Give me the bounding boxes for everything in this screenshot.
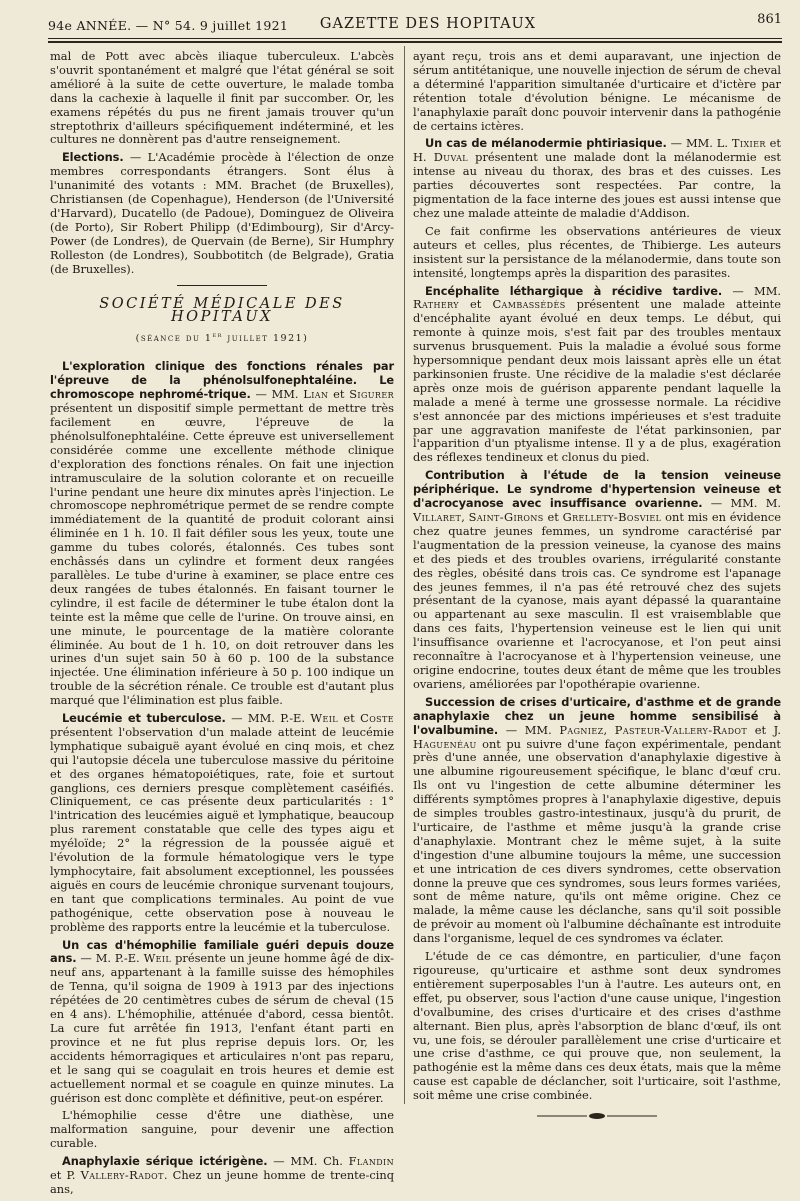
seance-date: (séance du 1er juillet 1921) bbox=[135, 331, 309, 345]
author-name: Cambassédès bbox=[492, 297, 566, 312]
article-leucemie: Leucémie et tuberculose. — MM. P.-E. Weil et Coste présentent l'observation d'un malade atteint de leucémie lymphatique subaiguë ayant évolué en cinq mois, et chez qui l'autopsie décela une tuberculose massive du péritoine et des organes hématopoiétiques, rate, foie et surtout ganglions, ces derniers presque complètement caséifiés. Cliniquement, ce cas présente deux particularités : 1° l'intrication des leucémies aiguë et lymphatique, beaucoup plus rarement constatable que celle des types aigu et myéloïde; 2° la régression de la poussée aiguë et l'évolution de la formule hématologique vers le type lymphocytaire, fait absolument exceptionnel, les poussées aiguës en cours de leucémie chronique survenant toujours, en tant que complications terminales. Au point de vue pathogénique, cette observation pose à nouveau le problème des rapports entre la leucémie et la tuberculose. bbox=[50, 711, 395, 934]
article-exploration: L'exploration clinique des fonctions rénales par l'épreuve de la phénolsulfonephtaléine. Le chromoscope nephromé-trique. — MM. Lian et Sigurer présentent un dispositif simple permettant de mettre très facilement en œuvre, l'épreuve de la phénolsulfonephtaléine. Cette épreuve est universellement considérée comme une excellente méthode clinique d'exploration des fonctions rénales. On fait une injection intramusculaire de la solution colorante et on recueille l'urine pendant une heure dix minutes après l'injection. Le chromoscope nephrométrique permet de se rendre compte immédiatement de la quantité de produit colorant ainsi éliminée en 1 h. 10. Il fait défiler sous les yeux, toute une gamme du tubes colorés, étalonnés. Ces tubes sont enchâssés dans un cylindre et forment deux rangées parallèles. Le tube d'urine à examiner, se place entre ces deux rangées de tubes étalonnés. En faisant tourner le cylindre, il est facile de déterminer le tube étalon dont la teinte est la même que celle de l'urine. On trouve ainsi, en une minute, le pourcentage de la matière colorante éliminée. Au bout de 1 h. 10, on doit retrouver dans les urines d'un sujet sain 50 à 60 p. 100 de la substance injectée. Une élimination inférieure à 50 p. 100 indique un trouble de la sécrétion rénale. Ce trouble est d'autant plus marqué que l'élimination est plus faible. bbox=[50, 359, 395, 708]
article-elections: Elections. — L'Académie procède à l'élection de onze membres correspondants étrangers. Sont élus à l'unanimité des votants : MM. Brachet (de Bruxelles), Christiansen (de Copenhague), Henderson (de l'Université d'Harvard), Ducatello (de Padoue), Dominguez de Oliveira (de Porto), Sir Robert Philipp (d'Edimbourg), Sir d'Arcy-Power (de Londres), de Quervain (de Berne), Sir Humphry Rolleston (de Londres), Soubbotitch (de Belgrade), Gratia (de Bruxelles). bbox=[50, 150, 394, 276]
author-name: Sigurer bbox=[349, 387, 395, 402]
article-heading: Un cas d'hémophilie familiale guéri depuis douze ans. bbox=[50, 937, 394, 966]
paragraph-melanodermie-2: Ce fait confirme les observations antérieures de vieux auteurs et celles, plus récentes, de Thibierge. Les auteurs insistent sur la persistance de la mélanodermie, dans toute son intensité, longtemps après la disparition des parasites. bbox=[413, 223, 781, 280]
article-heading: Un cas de mélanodermie phtiriasique. bbox=[425, 136, 667, 151]
end-ornament bbox=[413, 1111, 781, 1126]
author-name: Tixier bbox=[731, 136, 766, 151]
author-name: Pagniez bbox=[559, 722, 604, 737]
author-name: Saint-Girons bbox=[468, 510, 544, 524]
author-name: Weil bbox=[143, 951, 172, 966]
right-column bbox=[413, 50, 781, 1126]
section-separator bbox=[177, 285, 267, 286]
paragraph-intro: mal de Pott avec abcès iliaque tuberculeux. L'abcès s'ouvrit spontanément et malgré que l'état général se soit amélioré à la suite de cette ouverture, le malade tomba dans la cachexie à laquelle il finit par succomber. Or, les examens répétés du pus ne firent jamais trouver qu'un streptothrix d'ailleurs spécifiquement indéterminé, et les cultures ne donnèrent pas d'autre renseignement. bbox=[50, 49, 394, 147]
article-tension-veineuse: Contribution à l'étude de la tension veineuse périphérique. Le syndrome d'hypertension veineuse et d'acrocyanose avec insuffisance ovarienne. — MM. M. Villaret, Saint-Girons et Grellety-Bosviel ont mis en évidence chez quatre jeunes femmes, un syndrome caractérisé par l'augmentation de la pression veineuse, la cyanose des mains et des pieds et des troubles ovariens, irrégularité constante des règles, obésité dans trois cas. Ce syndrome est l'apanage des jeunes femmes, il n'a pas été retrouvé chez des sujets présentant de la cyanose, mais ayant dépassé la quarantaine ou appartenant au sexe masculin. Il est vraisemblable que dans ces faits, l'hypertension veineuse est le lien qui unit l'insuffisance ovarienne et l'acrocyanose, et l'on peut ainsi reconnaître à l'acrocyanose et à l'hypertension veineuse, une origine endocrine, toutes deux étant de même que les troubles ovariens, améliorées par l'opothérapie ovarienne. bbox=[413, 468, 782, 691]
author-name: Weil bbox=[310, 711, 338, 726]
article-heading: Encéphalite léthargique à récidive tardive. bbox=[425, 283, 723, 298]
author-name: Vallery-Radot bbox=[80, 1168, 164, 1183]
header-rule-thick bbox=[48, 41, 782, 43]
article-urticaire-asthme: Succession de crises d'urticaire, d'asthme et de grande anaphylaxie chez un jeune homme sensibilisé à l'ovalbumine. — MM. Pagniez, Pasteur-Vallery-Radot et J. Haguenéau ont pu suivre d'une façon expérimentale, pendant près d'une année, une observation d'anaphylaxie digestive à une albumine rigoureusement spécifique, le blanc d'œuf cru. Ils ont vu l'ingestion de cette albumine déterminer les différents symptômes propres à l'anaphylaxie digestive, depuis de simples troubles gastro-intestinaux, jusqu'à du prurit, de l'urticaire, de l'asthme et même jusqu'à la grande crise d'anaphylaxie. Montrant chez le même sujet, à la suite d'ingestion d'une albumine toujours la même, une succession et une intrication de ces divers syndromes, cette observation donne la preuve que ces syndromes, sous leurs formes variées, sont de même nature, qu'ils ont même origine. Chez ce malade, la même cause les déclanche, sans qu'il soit possible de prévoir au moment où l'albumine déchaînante est introduite dans l'organisme, lequel de ces syndromes va éclater. bbox=[413, 694, 781, 946]
article-heading: Anaphylaxie sérique ictérigène. bbox=[62, 1154, 268, 1169]
paragraph-hemophilie-2: L'hémophilie cesse d'être une diathèse, une malformation sanguine, pour devenir une affection curable. bbox=[50, 1108, 394, 1151]
left-column bbox=[50, 50, 394, 1201]
article-heading: L'exploration clinique des fonctions rénales par l'épreuve de la phénolsulfonephtaléine. Le chromoscope nephromé-trique. bbox=[50, 359, 394, 402]
journal-title: GAZETTE DES HOPITAUX bbox=[319, 16, 537, 32]
article-heading: Leucémie et tuberculose. bbox=[62, 711, 226, 726]
ornament-rule-icon bbox=[537, 1111, 657, 1121]
article-melanodermie: Un cas de mélanodermie phtiriasique. — MM. L. Tixier et H. Duval présentent une malade dont la mélanodermie est intense au niveau du thorax, des bras et des cuisses. Les parties découvertes sont respectées. Par contre, la pigmentation de la face interne des joues est aussi intense que chez une malade atteinte de maladie d'Addison. bbox=[413, 136, 781, 220]
article-heading: Elections. bbox=[62, 150, 124, 165]
society-title: SOCIÉTÉ MÉDICALE DES HOPITAUX bbox=[99, 295, 345, 326]
paragraph-continued: ayant reçu, trois ans et demi auparavant, une injection de sérum antitétanique, une nouvelle injection de sérum de cheval a déterminé l'apparition simultanée d'urticaire et d'ictère par rétention totale d'évolution bénigne. Le mécanisme de l'anaphylaxie paraît donc pouvoir intervenir dans la pathogénie de certains ictères. bbox=[413, 49, 781, 133]
header-rule-thin bbox=[48, 38, 782, 39]
page-header bbox=[48, 12, 782, 34]
paragraph-urticaire-2: L'étude de ce cas démontre, en particulier, d'une façon rigoureuse, qu'urticaire et asthme sont deux syndromes entièrement superposables l'un à l'autre. Les auteurs ont, en effet, pu observer, sous l'action d'une cause unique, l'ingestion d'ovalbumine, des crises d'urticaire et des crises d'asthme alternant. Bien plus, après l'absorption de blanc d'œuf, ils ont vu, une fois, se dérouler parallèlement une crise d'urticaire et une crise d'asthme, ce qui prouve que, non seulement, la pathogénie est la même dans ces deux états, mais que la même cause est capable de déclancher, soit l'urticaire, soit l'asthme, soit même une crise combinée. bbox=[413, 949, 781, 1103]
article-heading: Contribution à l'étude de la tension veineuse périphérique. Le syndrome d'hypertension veineuse et d'acrocyanose avec insuffisance ovarienne. bbox=[413, 468, 781, 511]
author-name: Coste bbox=[360, 711, 395, 726]
column-divider bbox=[404, 46, 405, 1104]
issue-line: 94e ANNÉE. — N° 54. 9 juillet 1921 bbox=[48, 18, 289, 33]
article-heading: Succession de crises d'urticaire, d'asthme et de grande anaphylaxie chez un jeune homme sensibilisé à l'ovalbumine. bbox=[413, 694, 781, 737]
author-name: Haguenéau bbox=[413, 736, 477, 751]
article-hemophilie: Un cas d'hémophilie familiale guéri depuis douze ans. — M. P.-E. Weil présente un jeune homme âgé de dix-neuf ans, appartenant à la famille suisse des hémophiles de Tenna, qu'il soigna de 1909 à 1913 par des injections répétées de 20 centimètres cubes de sérum de cheval (15 en 4 ans). L'hémophilie, atténuée d'abord, cessa bientôt. La cure fut arrêtée fin 1913, l'enfant étant parti en province et ne fut plus reprise depuis lors. Or, les accidents hémorragiques et articulaires n'ont pas reparu, et le sang qui se coagulait en trois heures et demie est actuellement normal et se coagule en quinze minutes. La guérison est donc complète et définitive, peut-on espérer. bbox=[50, 937, 395, 1105]
author-name: Rathery bbox=[413, 297, 459, 312]
author-name: Flandin bbox=[348, 1154, 394, 1169]
author-name: Duval bbox=[433, 150, 468, 165]
article-anaphylaxie: Anaphylaxie sérique ictérigène. — MM. Ch. Flandin et P. Vallery-Radot. Chez un jeune homme de trente-cinq ans, bbox=[50, 1154, 394, 1196]
author-name: Grellety-Bosviel bbox=[562, 510, 662, 524]
page-number: 861 bbox=[757, 12, 782, 27]
author-name: Pasteur-Vallery-Radot bbox=[614, 722, 748, 737]
author-name: Villaret bbox=[413, 510, 462, 524]
author-name: Lian bbox=[303, 387, 329, 402]
article-encephalite: Encéphalite léthargique à récidive tardive. — MM. Rathery et Cambassédès présentent une malade atteinte d'encéphalite ayant évolué en deux temps. Le début, qui remonte à quinze mois, s'est fait par des troubles mentaux survenus brusquement. Puis la maladie a évolué sous forme hypersomnique pendant deux mois laissant après elle un état parkinsonien fruste. Une récidive de la maladie s'est déclarée après onze mois de guérison apparente pendant laquelle la malade a mené à terme une grossesse normale. La récidive s'est annoncée par des mictions impérieuses et s'est traduite par une aggravation manifeste de l'état parkinsonien, par l'apparition d'un ptyalisme intense. Il y a de plus, exagération des réflexes tendineux et clonus du pied. bbox=[413, 283, 782, 465]
